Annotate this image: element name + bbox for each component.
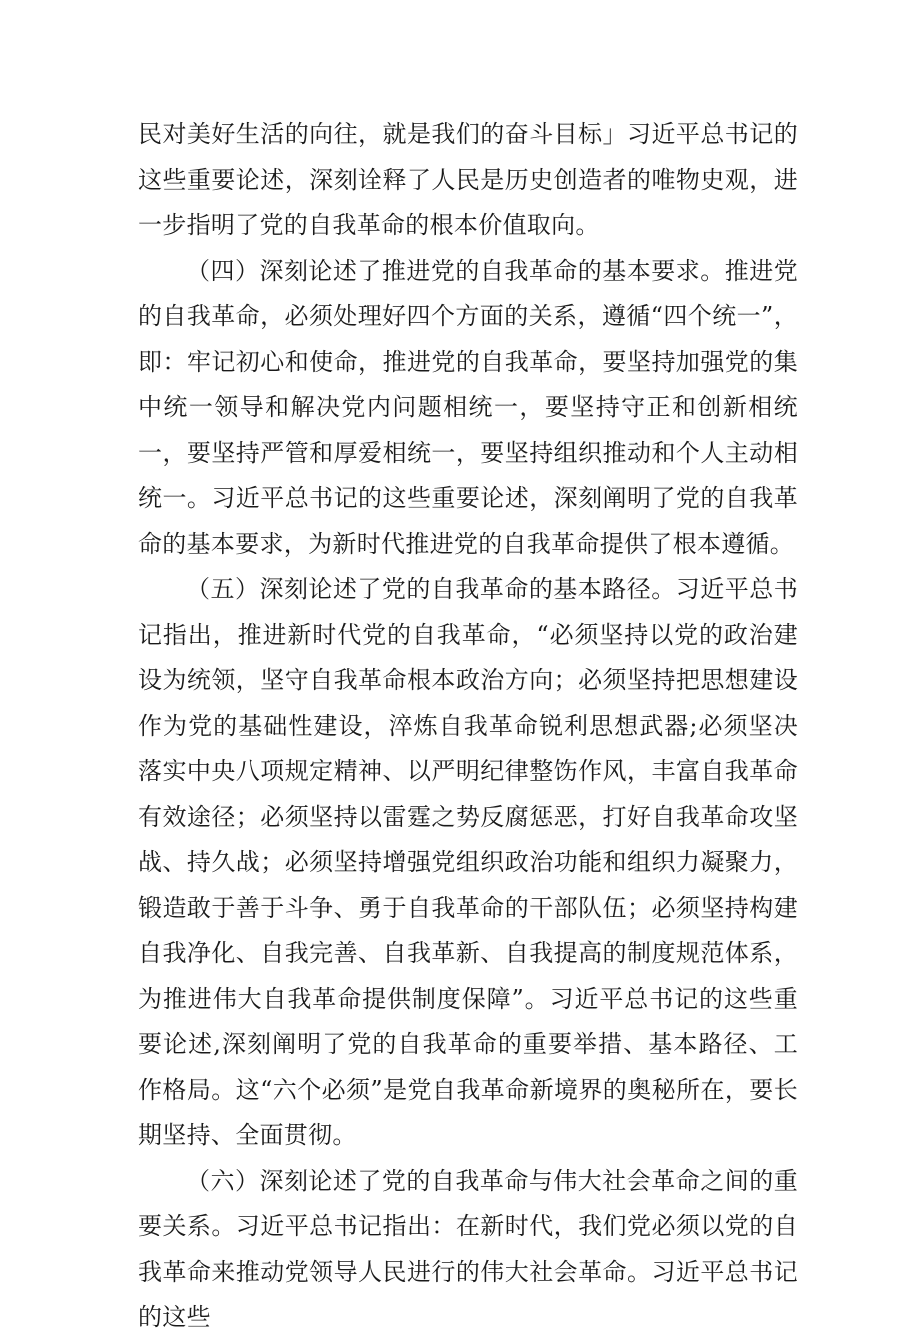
document-body bbox=[138, 112, 798, 1341]
paragraph-section-6: （六）深刻论述了党的自我革命与伟大社会革命之间的重要关系。习近平总书记指出：在新时代，我们党必须以党的自我革命来推动党领导人民进行的伟大社会革命。习近平总书记的这些 bbox=[138, 1166, 798, 1331]
paragraph-continuation: 民对美好生活的向往，就是我们的奋斗目标」习近平总书记的这些重要论述，深刻诠释了人民是历史创造者的唯物史观，进一步指明了党的自我革命的根本价值取向。 bbox=[138, 120, 798, 239]
paragraph-section-4: （四）深刻论述了推进党的自我革命的基本要求。推进党的自我革命，必须处理好四个方面的关系，遵循“四个统一”，即：牢记初心和使命，推进党的自我革命，要坚持加强党的集中统一领导和解决党内问题相统一，要坚持守正和创新相统一，要坚持严管和厚爱相统一，要坚持组织推动和个人主动相统一。习近平总书记的这些重要论述，深刻阐明了党的自我革命的基本要求，为新时代推进党的自我革命提供了根本遵循。 bbox=[138, 256, 798, 558]
paragraph-section-5: （五）深刻论述了党的自我革命的基本路径。习近平总书记指出，推进新时代党的自我革命，“必须坚持以党的政治建设为统领，坚守自我革命根本政治方向；必须坚持把思想建设作为党的基础性建设，淬炼自我革命锐利思想武器;必须坚决落实中央八项规定精神、以严明纪律整饬作风，丰富自我革命有效途径；必须坚持以雷霆之势反腐惩恶，打好自我革命攻坚战、持久战；必须坚持增强党组织政治功能和组织力凝聚力，锻造敢于善于斗争、勇于自我革命的干部队伍；必须坚持构建自我净化、自我完善、自我革新、自我提高的制度规范体系，为推进伟大自我革命提供制度保障”。习近平总书记的这些重要论述,深刻阐明了党的自我革命的重要举措、基本路径、工作格局。这“六个必须”是党自我革命新境界的奥秘所在，要长期坚持、全面贯彻。 bbox=[138, 575, 798, 1149]
